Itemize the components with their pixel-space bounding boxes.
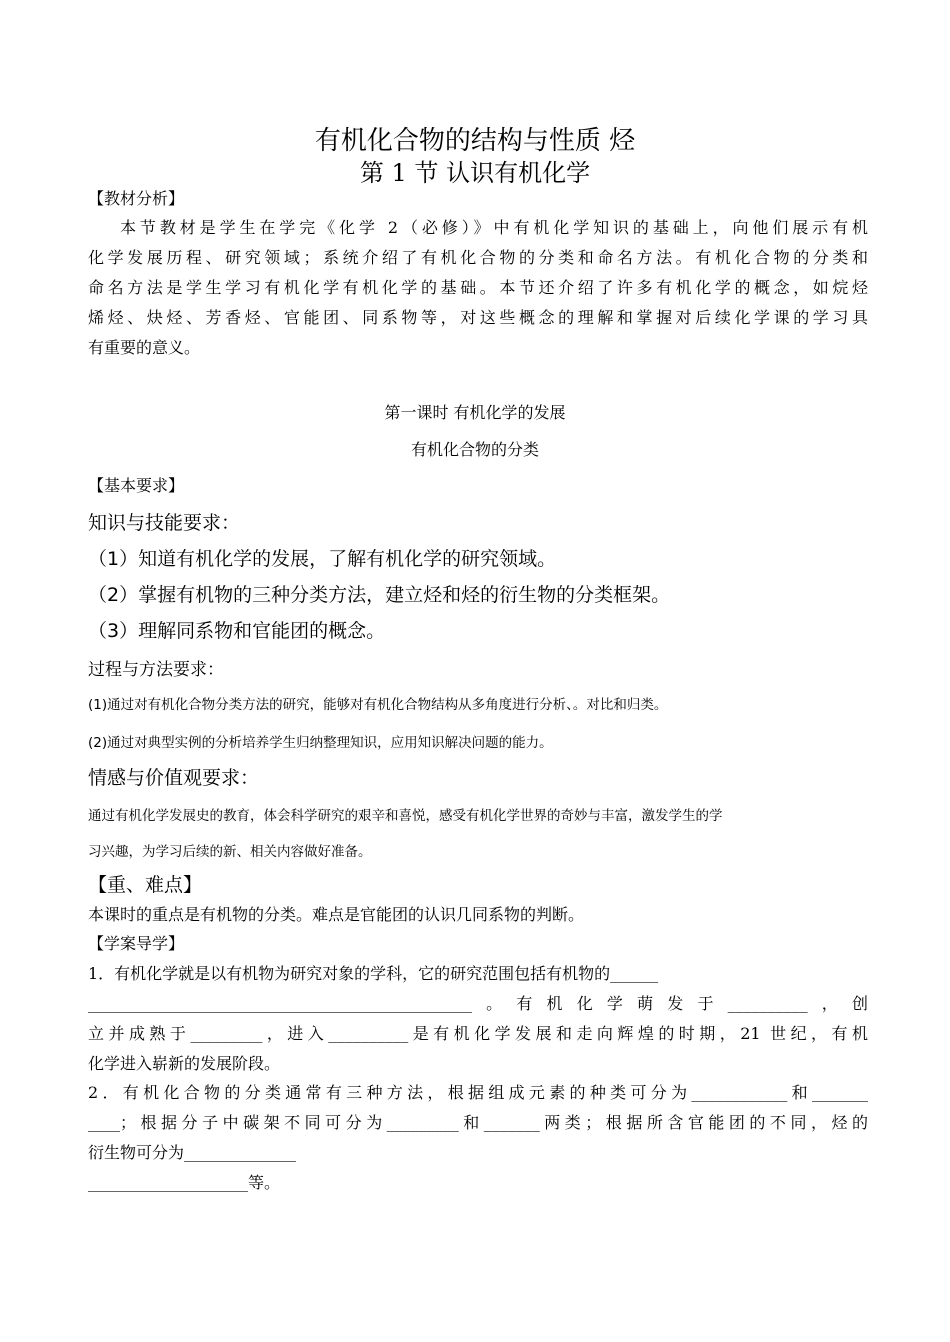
analysis-line: 命名方法是学生学习有机化学有机化学的基础。本节还介绍了许多有机化学的概念，如烷烃 [88, 278, 868, 297]
knowledge-item: （1）知道有机化学的发展，了解有机化学的研究领域。 [88, 548, 557, 570]
analysis-heading: 【教材分析】 [88, 189, 185, 208]
section-title: 第 1 节 认识有机化学 [359, 159, 591, 187]
guide-line: ____________________等。 [88, 1173, 281, 1192]
keypoints-text: 本课时的重点是有机物的分类。难点是官能团的认识几同系物的判断。 [88, 905, 585, 924]
lesson-title: 第一课时 有机化学的发展 [384, 403, 566, 422]
guide-line: ________________________________________________。有机化学萌发于__________，创 [88, 994, 868, 1013]
emotion-line: 通过有机化学发展史的教育，体会科学研究的艰辛和喜悦，感受有机化学世界的奇妙与丰富，激发学生的学 [88, 808, 723, 824]
guide-line: ____；根据分子中碳架不同可分为_________和_______两类；根据所含官能团的不同，烃的 [88, 1113, 868, 1132]
emotion-heading: 情感与价值观要求： [88, 767, 260, 789]
knowledge-item: （3）理解同系物和官能团的概念。 [88, 620, 386, 642]
analysis-line: 烯烃、炔烃、芳香烃、官能团、同系物等，对这些概念的理解和掌握对后续化学课的学习具 [88, 308, 868, 327]
analysis-line: 本节教材是学生在学完《化学 2（必修）》中有机化学知识的基础上，向他们展示有机 [120, 218, 868, 237]
knowledge-heading: 知识与技能要求： [88, 512, 241, 534]
guide-line: 1．有机化学就是以有机物为研究对象的学科，它的研究范围包括有机物的______ [88, 964, 659, 983]
guide-line: 化学进入崭新的发展阶段。 [88, 1054, 281, 1073]
guide-line: 立并成熟于_________，进入__________是有机化学发展和走向辉煌的时期，21 世纪，有机 [88, 1024, 868, 1043]
analysis-line: 化学发展历程、研究领域；系统介绍了有机化合物的分类和命名方法。有机化合物的分类和 [88, 248, 868, 267]
guide-line: 衍生物可分为______________ [88, 1143, 297, 1162]
guide-line: 2．有机化合物的分类通常有三种方法，根据组成元素的种类可分为____________和_______ [88, 1083, 868, 1102]
knowledge-item: （2）掌握有机物的三种分类方法，建立烃和烃的衍生物的分类框架。 [88, 584, 671, 606]
process-item: (2)通过对典型实例的分析培养学生归纳整理知识，应用知识解决问题的能力。 [88, 735, 553, 751]
process-item: (1)通过对有机化合物分类方法的研究，能够对有机化合物结构从多角度进行分析、。对比和归类。 [88, 697, 668, 713]
emotion-line: 习兴趣，为学习后续的新、相关内容做好准备。 [88, 844, 372, 860]
guide-heading: 【学案导学】 [88, 934, 185, 953]
document-title: 有机化合物的结构与性质 烃 [314, 126, 636, 156]
requirements-heading: 【基本要求】 [88, 476, 185, 495]
keypoints-heading: 【重、难点】 [88, 874, 203, 896]
lesson-subtitle: 有机化合物的分类 [410, 440, 539, 459]
process-heading: 过程与方法要求： [88, 660, 224, 680]
analysis-line: 有重要的意义。 [88, 338, 201, 357]
